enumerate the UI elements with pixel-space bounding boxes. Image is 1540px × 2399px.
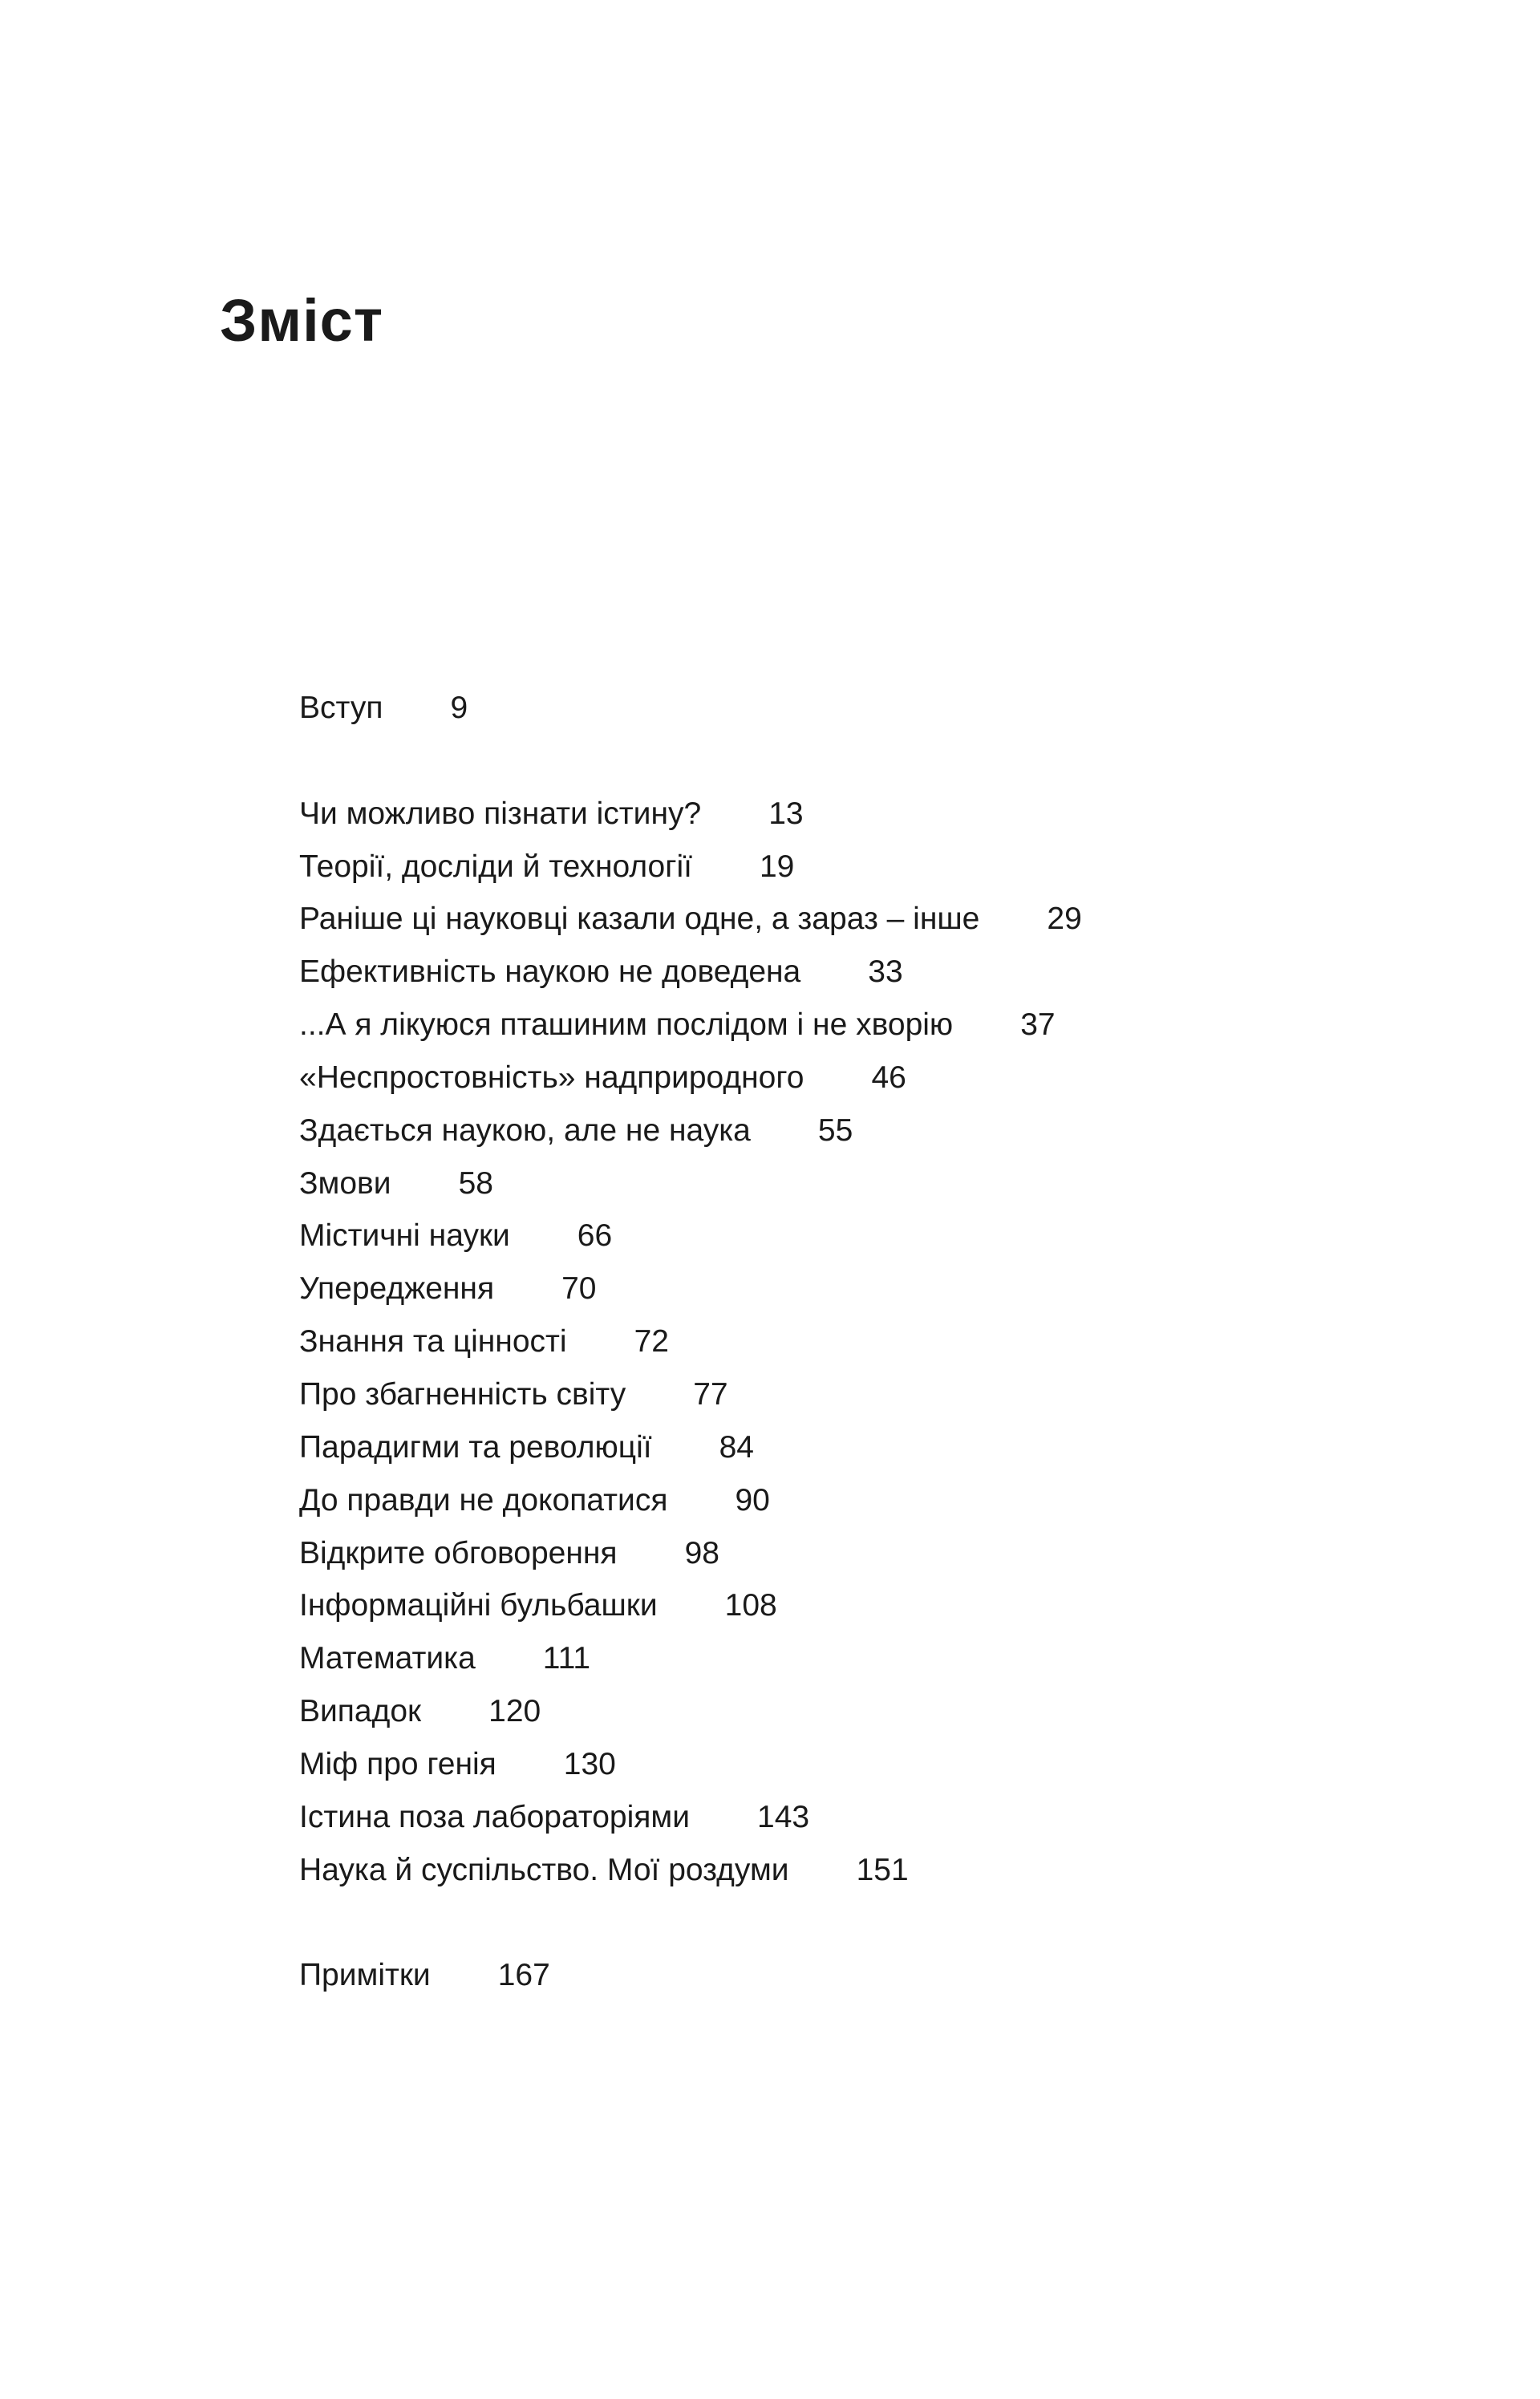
toc-entry-page: 90	[735, 1482, 770, 1518]
toc-entry[interactable]	[299, 788, 1082, 841]
toc-entry-page: 70	[561, 1271, 597, 1307]
toc-entry-page: 33	[868, 954, 903, 990]
toc-entry[interactable]	[299, 946, 1082, 999]
spacer	[299, 1896, 1082, 1949]
toc-entry[interactable]	[299, 1262, 1082, 1315]
spacer	[299, 735, 1082, 788]
chapter-list	[299, 788, 1082, 1897]
toc-entry[interactable]	[299, 1210, 1082, 1262]
toc-entry-page: 19	[759, 849, 795, 884]
toc-entry-label: «Неспростовність» надприродного	[299, 1060, 804, 1095]
toc-entry-label: Знання та цінності	[299, 1324, 567, 1360]
toc-entry[interactable]	[299, 841, 1082, 894]
toc-entry-page: 111	[542, 1641, 591, 1676]
toc-entry-label: Містичні науки	[299, 1218, 510, 1254]
toc-entry-page: 84	[719, 1429, 754, 1465]
toc-entry-page: 9	[450, 691, 468, 725]
toc-entry[interactable]	[299, 1844, 1082, 1897]
toc-entry[interactable]	[299, 893, 1082, 946]
toc-entry-page: 167	[497, 1958, 550, 1993]
toc-entry[interactable]	[299, 1738, 1082, 1791]
toc-entry-label: Ефективність наукою не доведена	[299, 954, 801, 990]
toc-entry[interactable]	[299, 1474, 1082, 1527]
toc-entry[interactable]	[299, 1421, 1082, 1474]
toc-entry-label: Міф про генія	[299, 1746, 496, 1781]
toc-entry[interactable]	[299, 1685, 1082, 1738]
page-title: Зміст	[220, 287, 384, 354]
table-of-contents	[299, 682, 1082, 2002]
toc-entry-page: 108	[724, 1588, 777, 1623]
toc-entry-notes[interactable]	[299, 1949, 1082, 2002]
toc-entry-label: Істина поза лабораторіями	[299, 1799, 691, 1834]
toc-entry-label: Математика	[299, 1641, 476, 1676]
toc-entry[interactable]	[299, 1368, 1082, 1421]
toc-entry-label: Випадок	[299, 1694, 422, 1729]
toc-entry[interactable]	[299, 1791, 1082, 1844]
toc-entry-label: Чи можливо пізнати істину?	[299, 796, 702, 831]
toc-entry-label: Вступ	[299, 691, 383, 725]
toc-entry[interactable]	[299, 1315, 1082, 1368]
toc-entry[interactable]	[299, 1632, 1082, 1685]
toc-entry-page: 55	[817, 1112, 853, 1148]
toc-entry-label: До правди не докопатися	[299, 1482, 668, 1518]
toc-entry-intro[interactable]	[299, 682, 1082, 735]
toc-entry[interactable]	[299, 1052, 1082, 1104]
toc-entry-label: Відкрите обговорення	[299, 1535, 618, 1570]
toc-entry-label: Про збагненність світу	[299, 1376, 626, 1412]
toc-entry-page: 58	[458, 1165, 493, 1201]
toc-entry-label: Парадигми та революції	[299, 1429, 652, 1465]
toc-entry-label: Раніше ці науковці казали одне, а зараз – інше	[299, 902, 980, 937]
toc-entry[interactable]	[299, 1527, 1082, 1580]
toc-entry-label: Примітки	[299, 1958, 431, 1993]
toc-entry-page: 130	[563, 1746, 616, 1781]
toc-entry-label: Теорії, досліди й технології	[299, 849, 692, 884]
toc-entry-page: 120	[488, 1694, 541, 1729]
toc-entry[interactable]	[299, 999, 1082, 1052]
toc-entry[interactable]	[299, 1157, 1082, 1210]
toc-entry-page: 72	[634, 1324, 669, 1360]
toc-entry-label: ...А я лікуюся пташиним послідом і не хворію	[299, 1007, 954, 1043]
toc-entry-label: Упередження	[299, 1271, 495, 1307]
toc-entry-page: 13	[768, 796, 804, 831]
toc-entry-page: 29	[1047, 902, 1082, 937]
toc-entry[interactable]	[299, 1579, 1082, 1632]
toc-entry-label: Інформаційні бульбашки	[299, 1588, 658, 1623]
toc-entry-page: 98	[684, 1535, 719, 1570]
toc-entry-page: 37	[1020, 1007, 1056, 1043]
toc-entry-label: Здається наукою, але не наука	[299, 1112, 751, 1148]
toc-entry-page: 151	[856, 1852, 909, 1887]
toc-entry[interactable]	[299, 1104, 1082, 1157]
toc-entry-page: 143	[757, 1799, 810, 1834]
toc-entry-page: 46	[871, 1060, 906, 1095]
toc-entry-page: 66	[577, 1218, 613, 1254]
toc-entry-page: 77	[693, 1376, 728, 1412]
toc-entry-label: Змови	[299, 1165, 391, 1201]
toc-entry-label: Наука й суспільство. Мої роздуми	[299, 1852, 789, 1887]
